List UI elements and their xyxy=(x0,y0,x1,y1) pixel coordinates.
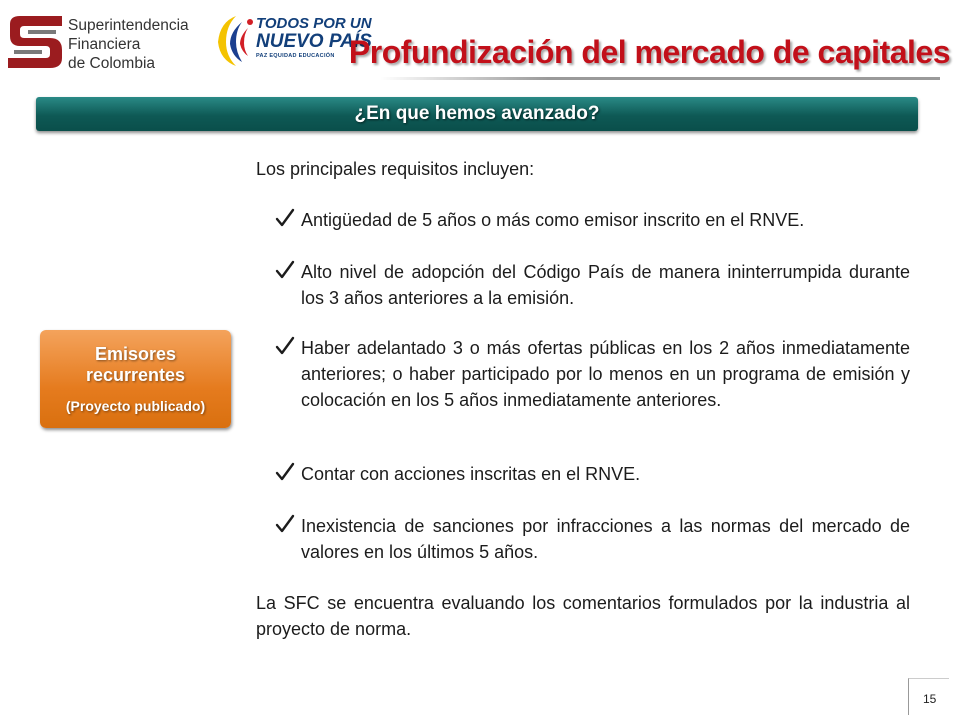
check-icon xyxy=(274,335,296,357)
requirement-item xyxy=(274,335,910,413)
requirement-item xyxy=(274,461,910,487)
check-icon xyxy=(274,259,296,281)
requirement-text: Inexistencia de sanciones por infracciones a las normas del mercado de valores en los últimos 5 años. xyxy=(301,516,910,562)
requirement-item xyxy=(274,207,910,233)
closing-paragraph: La SFC se encuentra evaluando los comentarios formulados por la industria al proyecto de norma. xyxy=(256,593,910,639)
emisores-box-line2: recurrentes xyxy=(85,365,186,385)
title-divider xyxy=(380,77,940,80)
sfc-logo-text xyxy=(68,16,189,73)
requirement-text: Antigüedad de 5 años o más como emisor inscrito en el RNVE. xyxy=(301,210,805,230)
check-icon xyxy=(274,207,296,229)
requirements-intro: Los principales requisitos incluyen: xyxy=(256,159,535,179)
page-title: Profundización del mercado de capitales xyxy=(348,34,950,70)
requirement-item xyxy=(274,259,910,311)
page-number: 15 xyxy=(923,692,937,706)
sfc-logo-line2: Financiera xyxy=(68,36,141,53)
gov-logo-line2: NUEVO PAÍS xyxy=(256,31,372,52)
requirement-text: Haber adelantado 3 o más ofertas públicas en los 2 años inmediatamente anteriores; o haber participado por lo menos en un programa de emisión y colocación en los 5 años inmediatamente anteriores. xyxy=(301,338,910,410)
section-header-bar xyxy=(36,97,918,131)
emisores-box-title xyxy=(40,344,231,386)
emisores-box-line1: Emisores xyxy=(94,344,177,364)
sfc-logo-line3: de Colombia xyxy=(68,55,156,72)
emisores-recurrentes-box xyxy=(40,330,231,428)
check-icon xyxy=(274,513,296,535)
gov-logo-line1: TODOS POR UN xyxy=(256,15,372,32)
emisores-box-subtitle: (Proyecto publicado) xyxy=(65,398,206,414)
sfc-logo xyxy=(6,14,206,70)
sfc-logo-line1: Superintendencia xyxy=(68,17,189,34)
sfc-logo-mark-icon xyxy=(6,14,64,70)
page-number-box xyxy=(908,678,949,715)
requirement-text: Contar con acciones inscritas en el RNVE. xyxy=(301,464,641,484)
section-title: ¿En que hemos avanzado? xyxy=(354,103,600,124)
check-icon xyxy=(274,461,296,483)
requirement-text: Alto nivel de adopción del Código País de manera ininterrumpida durante los 3 años anteriores a la emisión. xyxy=(301,262,910,308)
colombia-flag-bird-icon xyxy=(214,12,258,70)
gov-logo-line3: PAZ EQUIDAD EDUCACIÓN xyxy=(256,53,335,59)
requirement-item xyxy=(274,513,910,565)
